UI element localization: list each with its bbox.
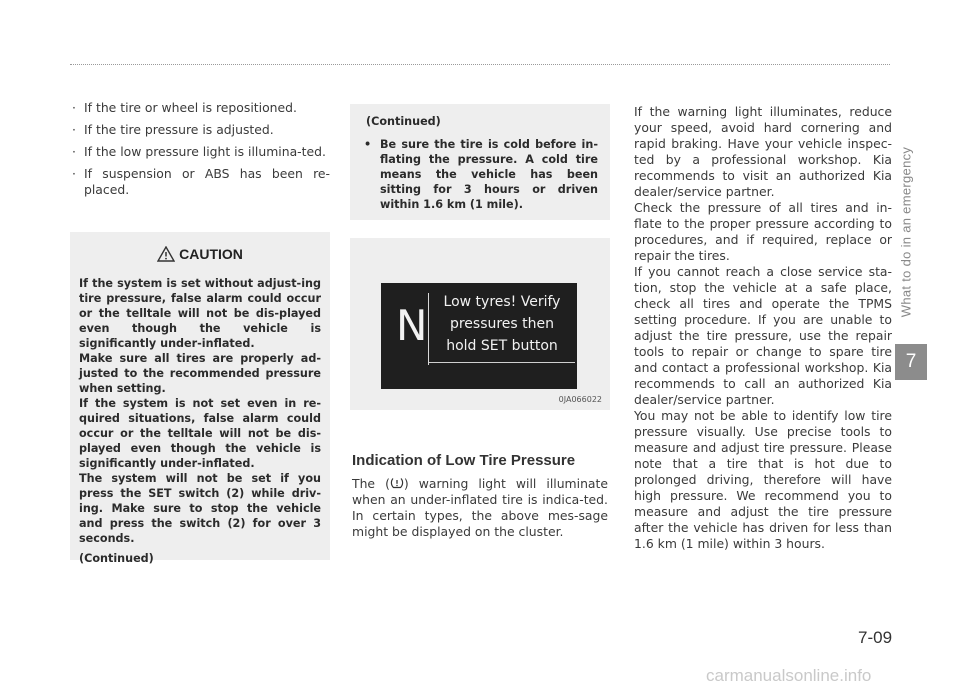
reset-conditions-list	[70, 100, 330, 198]
warning-triangle-icon	[157, 246, 175, 262]
section-heading: Indication of Low Tire Pressure	[352, 452, 576, 469]
left-column	[70, 100, 330, 204]
list-item: · If the tire or wheel is repositioned.	[70, 100, 330, 116]
chapter-title-text: What to do in an emergency	[898, 146, 914, 318]
list-item: · If the tire pressure is adjusted.	[70, 122, 330, 138]
paragraph: Check the pressure of all tires and in-flate to the proper pressure according to procedures, and if required, replace or repair the tires.	[634, 200, 892, 263]
message-line: pressures then	[449, 316, 555, 332]
continued-label: (Continued)	[366, 115, 441, 128]
cluster-display	[381, 283, 577, 389]
bullet-marker: •	[364, 138, 372, 151]
caution-paragraph: The system will not be set if you press the SET switch (2) while driv-ing. Make sure to stop the vehicle and press the switch (2) for over 3 seconds.	[79, 472, 321, 545]
list-item: · If the low pressure light is illumina-ted.	[70, 144, 330, 160]
list-item: · If suspension or ABS has been re-placed.	[70, 166, 330, 198]
chapter-title	[896, 122, 916, 342]
paragraph: If you cannot reach a close service sta-tion, stop the vehicle at a safe place, check all tires and operate the TPMS setting procedure. If you are unable to adjust the tire pressure, use the repair tools to repair or change to spare tire and contact a professional workshop. Kia recommends to call an authorized Kia dealer/service partner.	[634, 264, 892, 407]
caution-paragraph: If the system is not set even in re-quired situations, false alarm could occur or the telltale will not be dis-played even though the vehicle is significantly under-inflated.	[79, 397, 321, 470]
display-underline	[429, 362, 575, 363]
paragraph: If the warning light illuminates, reduce your speed, avoid hard cornering and rapid braking. Have your vehicle inspec-ted by a professional workshop. Kia recommends to visit an authorized Kia dealer/service partner.	[634, 104, 892, 199]
message-line: hold SET button	[446, 338, 558, 354]
section-body	[352, 476, 608, 540]
body-text: The (	[352, 476, 390, 491]
caution-body	[79, 276, 321, 546]
message-line: Low tyres! Verify	[443, 294, 561, 310]
figure-code: 0JA066022	[558, 395, 602, 404]
caution-title: CAUTION	[179, 246, 243, 262]
caution-paragraph: If the system is set without adjust-ing tire pressure, false alarm could occur or the telltale will not be dis-played even though the vehicle is significantly under-inflated.	[79, 277, 321, 350]
tire-pressure-warning-icon	[390, 477, 404, 489]
caution-box	[70, 232, 330, 565]
continued-text: Be sure the tire is cold before in-flating the pressure. A cold tire means the vehicle has been sitting for 3 hours or driven within 1.6 km (1 mile).	[380, 138, 598, 211]
gear-indicator: N	[396, 301, 428, 350]
continued-item	[362, 137, 598, 212]
caution-paragraph: Make sure all tires are properly ad-justed to the recommended pressure when setting.	[79, 352, 321, 395]
caution-continued-label: (Continued)	[79, 552, 154, 565]
chapter-number-tab: 7	[895, 344, 927, 380]
body-text: ) warning light will illuminate when an under-inflated tire is indica-ted. In certain types, the above mes-sage might be displayed on the cluster.	[352, 476, 608, 539]
watermark: carmanualsonline.info	[706, 666, 872, 685]
cluster-figure	[350, 238, 610, 410]
right-column	[634, 104, 892, 552]
header-divider	[70, 64, 890, 65]
low-tyre-message	[429, 291, 575, 357]
paragraph: You may not be able to identify low tire pressure visually. Use precise tools to measure and adjust tire pressure. Please note that a tire that is hot due to prolonged driving, therefore will have high pressure. We recommend you to measure and adjust the tire pressure after the vehicle has driven for less than 1.6 km (1 mile) within 3 hours.	[634, 408, 892, 551]
caution-header	[79, 240, 321, 268]
page-number: 7-09	[858, 628, 893, 647]
continued-caution-box	[350, 104, 610, 220]
